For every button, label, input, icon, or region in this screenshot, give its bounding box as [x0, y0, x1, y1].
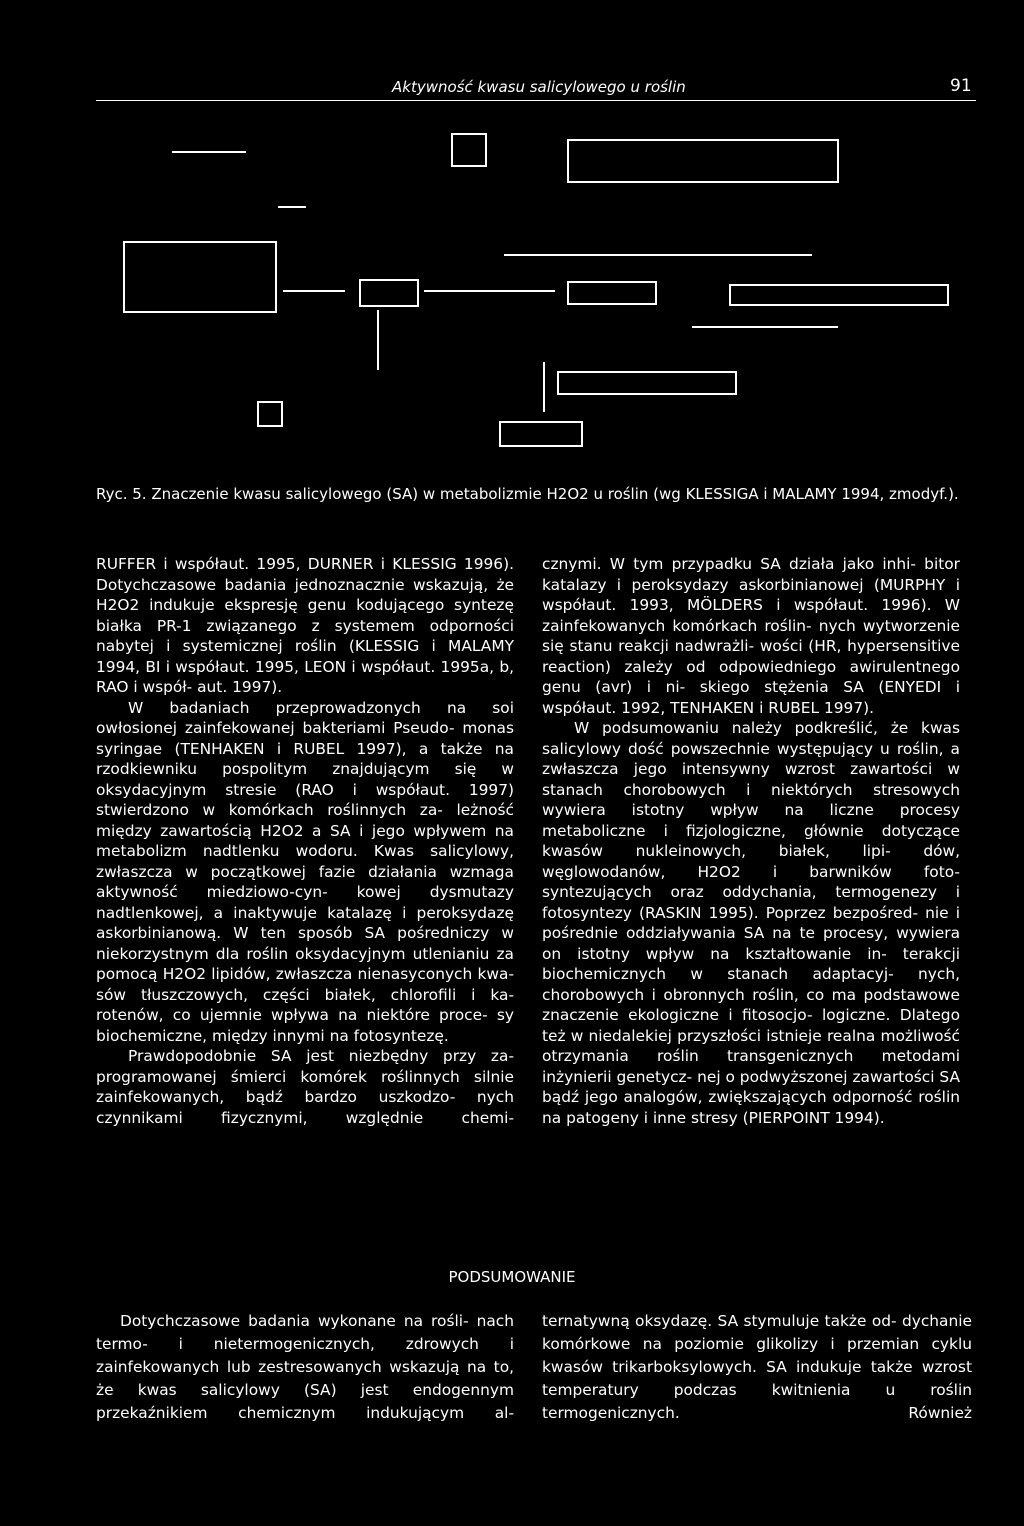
right-paragraph-1: cznymi. W tym przypadku SA działa jako inhi- bitor katalazy i peroksydazy askorbinianowej (MURPHY i współaut. 1993, MÖLDERS i współaut. 1996). W zainfekowanych komórkach roślin- nych wytworzenie się stanu reakcji nadwrażli- wości (HR, hypersensitive reaction) zależy od odpowiedniego awirulentnego genu (avr) i ni- skiego stężenia SA (ENYEDI i współaut. 1992, TENHAKEN i RUBEL 1997).: [542, 555, 960, 717]
summary-left-column: [96, 1310, 514, 1425]
fig-box-right-wide: [730, 285, 948, 305]
summary-right-text: ternatywną oksydazę. SA stymuluje także od- dychanie komórkowe na poziomie glikolizy i przemian cyklu kwasów trikarboksylowych. SA indukuje także wzrost temperatury podczas kwitnienia u roślin termogenicznych. Również: [542, 1312, 972, 1422]
left-paragraph-3: Prawdopodobnie SA jest niezbędny przy za- programowanej śmierci komórek roślinnych silnie zainfekowanych, bądź bardzo uszkodzo- nych czynnikami fizycznymi, względnie chemi-: [96, 1047, 514, 1127]
body-left-column: [96, 554, 514, 1128]
summary-left-text: Dotychczasowe badania wykonane na rośli- nach termo- i nietermogenicznych, zdrowych i zainfekowanych lub zestresowanych wskazują na to, że kwas salicylowy (SA) jest endogennym przekaźnikiem chemicznym indukującym al-: [96, 1312, 514, 1422]
left-paragraph-2: W badaniach przeprowadzonych na soi owłosionej zainfekowanej bakteriami Pseudo- monas syringae (TENHAKEN i RUBEL 1997), a także na rzodkiewniku pospolitym znajdującym się w oksydacyjnym stresie (RAO i współaut. 1997) stwierdzono w komórkach roślinnych za- leżność między zawartością H2O2 a SA i jego wpływem na metabolizm nadtlenku wodoru. Kwas salicylowy, zwłaszcza w początkowej fazie działania wzmaga aktywność miedziowo-cyn- kowej dysmutazy nadtlenkowej, a inaktywuje katalazę i peroksydazę askorbinianową. W ten sposób SA pośredniczy w niekorzystnym dla roślin oksydacyjnym utlenianiu za pomocą H2O2 lipidów, zwłaszcza nienasyconych kwa- sów tłuszczowych, części białek, chlorofili i ka- rotenów, co ujemnie wpływa na niektóre proce- sy biochemiczne, między innymi na fotosyntezę.: [96, 698, 514, 1045]
figure-diagram: [0, 0, 1024, 470]
fig-box-small-bottom: [258, 402, 282, 426]
right-paragraph-2: W podsumowaniu należy podkreślić, że kwas salicylowy dość powszechnie występujący u roślin, a zwłaszcza jego intensywny wzrost zawartości w stanach chorobowych i niektórych stresowych wywiera istotny wpływ na liczne procesy metaboliczne i fizjologiczne, głównie dotyczące kwasów nukleinowych, białek, lipi- dów, węglowodanów, H2O2 i barwników foto- syntezujących oraz oddychania, termogenezy i fotosyntezy (RASKIN 1995). Poprzez bezpośred- nie i pośrednie oddziaływania SA na te procesy, wywiera on istotny wpływ na kształtowanie in- terakcji biochemicznych w stanach adaptacyj- nych, chorobowych i obronnych roślin, co ma podstawowe znaczenie ekologiczne i fitosocjo- logiczne. Dlatego też w niedalekiej przyszłości istnieje realna możliwość otrzymania roślin transgenicznych metodami inżynierii genetycz- nej o podwyższonej zawartości SA bądź jego analogów, zwiększających odporność roślin na patogeny i inne stresy (PIERPOINT 1994).: [542, 719, 960, 1127]
body-right-column: [542, 554, 960, 1128]
fig-box-left-large: [124, 242, 276, 312]
left-paragraph-1: RUFFER i współaut. 1995, DURNER i KLESSIG 1996). Dotychczasowe badania jednoznacznie wskazują, że H2O2 indukuje ekspresję genu kodującego syntezę białka PR-1 związanego z systemem odporności nabytej i systemicznej roślin (KLESSIG i MALAMY 1994, BI i współaut. 1995, LEON i współaut. 1995a, b, RAO i współ- aut. 1997).: [96, 555, 514, 696]
fig-box-bottom: [500, 422, 582, 446]
page-number: 91: [950, 76, 972, 96]
fig-box-lower-right: [558, 372, 736, 394]
figure-caption: Ryc. 5. Znaczenie kwasu salicylowego (SA) w metabolizmie H2O2 u roślin (wg KLESSIGA i MALAMY 1994, zmodyf.).: [96, 485, 959, 503]
fig-box-top-right: [568, 140, 838, 182]
fig-box-center-right: [568, 282, 656, 304]
summary-heading: PODSUMOWANIE: [448, 1268, 576, 1286]
running-title: Aktywność kwasu salicylowego u roślin: [392, 78, 686, 96]
summary-right-column: [542, 1310, 972, 1425]
fig-box-small-top: [452, 134, 486, 166]
fig-box-center: [360, 280, 418, 306]
